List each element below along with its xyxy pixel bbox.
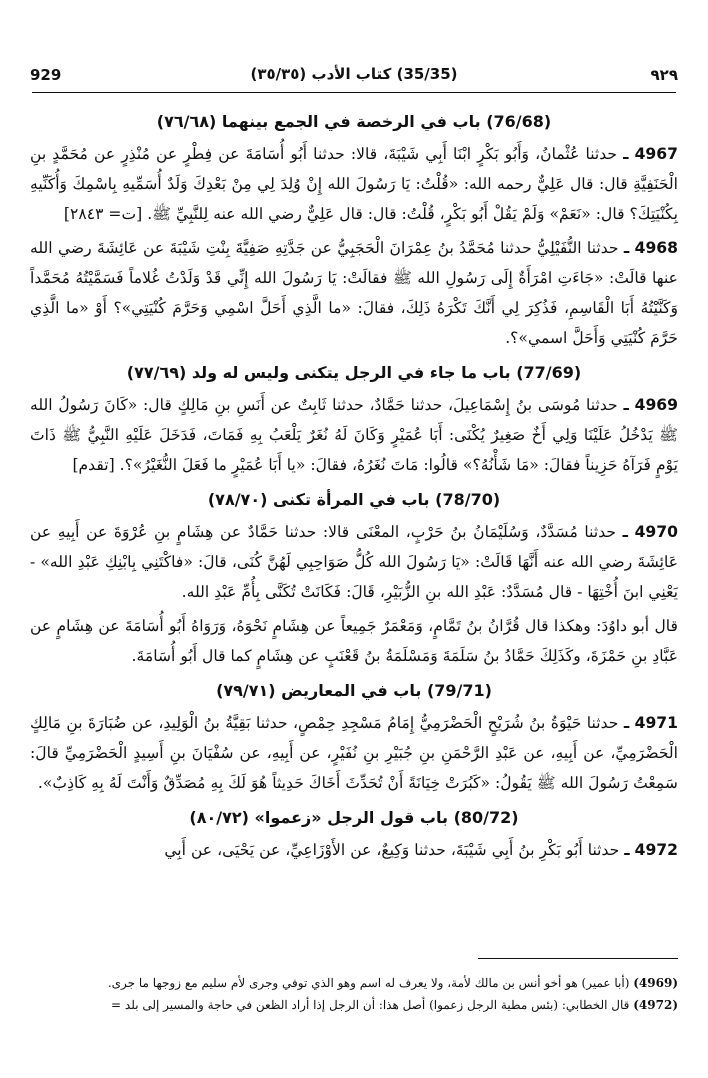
chapter-heading: (78/70) باب في المرأة تكنى (٧٨/٧٠)	[207, 490, 501, 509]
hadith-text: حدثنا النُّفَيْلِيُّ حدثنا مُحَمَّدُ بنُ عِمْرَانَ الْحَجَبِيُّ عن جَدَّتِهِ صَفِيَّةَ بِنْتِ شَيْبَةَ عن عَائِشَةَ رضي الله عنها قالَتْ: «جَاءَتِ امْرَأَةٌ إِلَى رَسُولِ الله ﷺ فقالَتْ: يَا رَسُولَ الله إِنِّي قَدْ وَلَدْتُ غُلاماً فَسَمَّيْتُهُ مُحَمَّداً وَكَنَّيْتُهُ أَبَا الْقَاسِمِ، فَذُكِرَ لِي أَنَّكَ تَكْرَهُ ذَلِكَ، فقالَ: «ما الَّذِي أَحَلَّ اسْمِي وَحَرَّمَ كُنْيَتِي»؟ أَوْ «ما الَّذِي حَرَّمَ كُنْيَتِي وَأَحَلَّ اسمي»؟.	[30, 239, 678, 347]
hadith-dash: ـ	[623, 396, 629, 414]
page-body	[30, 102, 678, 869]
footnote-ref: (4972)	[633, 998, 678, 1012]
chapter-heading: (76/68) باب في الرخصة في الجمع بينهما (٧٦/٦٨)	[156, 112, 552, 131]
hadith-text: حدثنا حَيْوَةُ بنُ شُرَيْحٍ الْحَضْرَمِيُّ إِمَامُ مَسْجِدِ حِمْصٍ، حدثنا بَقِيَّةُ بنُ الْوَلِيدِ، عن ضُبَارَةَ بنِ مَالِكٍ الْحَضْرَمِيِّ، عن أَبِيهِ، عن عَبْدِ الرَّحْمَنِ بنِ جُبَيْرِ بنِ نُفَيْرٍ، عن أَبِيهِ، عن سُفْيَانَ بنِ أَسِيدٍ الْحَضْرَمِيِّ قالَ: سَمِعْتُ رَسُولَ الله ﷺ يَقُولُ: «كَبُرَتْ خِيَانَةً أَنْ تُحَدِّثَ أَخَاكَ حَدِيثاً هُوَ لَكَ بِهِ مُصَدِّقٌ وَأَنْتَ لَهُ بِهِ كَاذِبٌ».	[30, 714, 678, 792]
page-header	[30, 58, 678, 92]
page-number-arabic: ٩٢٩	[650, 66, 678, 84]
hadith-text: حدثنا أَبُو بَكْرِ بنُ أَبِي شَيْبَةَ، حدثنا وَكِيعٌ، عن الأَوْزَاعِيِّ، عن يَحْيَى، عن أَبِي	[164, 841, 620, 859]
hadith-paragraph	[30, 517, 678, 607]
footnote-text: قال الخطابي: (بئس مطية الرجل زعموا) أصل هذا: أن الرجل إذا أراد الظعن في حاجة والمسير إلى بلد =	[111, 998, 630, 1012]
footnote-ref: (4969)	[633, 976, 678, 990]
chapter-heading: (79/71) باب في المعاريض (٧٩/٧١)	[216, 681, 492, 700]
footnote-text: (أبا عمير) هو أخو أنس بن مالك لأمة، ولا يعرف له اسم وهو الذي توفي وجرى لأم سليم مع زوجها ما جرى.	[107, 976, 630, 990]
hadith-paragraph	[30, 708, 678, 798]
footnote	[30, 994, 678, 1016]
hadith-dash: ـ	[623, 714, 630, 732]
hadith-paragraph	[30, 390, 678, 480]
footnotes	[30, 972, 678, 1016]
hadith-text: قال أبو داوُدَ: وهكذا قال قُرَّانُ بنُ تَمَّامٍ، وَمَعْمَرٌ جَمِيعاً عن هِشَامٍ نَحْوَهُ، وَرَوَاهُ أَبُو أُسَامَةَ عن هِشَامٍ عن عَبَّادِ بنِ حَمْزَةَ، وكَذَلِكَ حَمَّادُ بنُ سَلَمَةَ وَمَسْلَمَةُ بنُ قَعْنَبٍ عن هِشَامٍ كما قال أَبُو أُسَامَةَ.	[30, 617, 678, 665]
hadith-number: 4970	[634, 523, 678, 541]
hadith-dash: ـ	[624, 841, 630, 859]
hadith-number: 4971	[634, 714, 678, 732]
footnote	[30, 972, 678, 994]
hadith-number: 4969	[634, 396, 678, 414]
hadith-number: 4972	[634, 841, 678, 859]
footnote-rule	[478, 958, 678, 959]
hadith-number: 4967	[634, 145, 678, 163]
hadith-paragraph	[30, 611, 678, 671]
chapter-heading: (80/72) باب قول الرجل «زعموا» (٨٠/٧٢)	[189, 808, 519, 827]
hadith-dash: ـ	[623, 239, 630, 257]
chapter-heading: (77/69) باب ما جاء في الرجل يتكنى وليس له ولد (٧٧/٦٩)	[126, 363, 582, 382]
hadith-text: حدثنا مُسَدَّدٌ، وَسُلَيْمَانُ بنُ حَرْبٍ، المعْنَى قالا: حدثنا حَمَّادٌ عن هِشَامٍ بنِ عُرْوَةَ عن أَبِيهِ عن عَائِشَةَ رضي الله عنه أَنَّهَا قَالَتْ: «يَا رَسُولَ الله كُلُّ صَوَاحِبِي لَهُنَّ كُنَى، قالَ: «فاكْتَنِي بِابْنِكِ عَبْدِ الله» - يَعْنِي ابنَ أُخْتِهَا - قال مُسَدَّدٌ: عَبْدِ الله بنِ الزُّبَيْرِ، قَالَ: فَكَانَتْ تُكَنَّى بِأُمِّ عَبْدِ الله.	[30, 523, 678, 601]
hadith-paragraph	[30, 835, 678, 865]
running-title: (35/35) كتاب الأدب (٣٥/٣٥)	[250, 65, 458, 83]
hadith-paragraph	[30, 139, 678, 229]
hadith-paragraph	[30, 233, 678, 353]
hadith-number: 4968	[634, 239, 678, 257]
hadith-text: حدثنا مُوسَى بنُ إِسْمَاعِيلَ، حدثنا حَمَّادٌ، حدثنا ثَابِتٌ عن أَنَسِ بنِ مَالِكٍ قال: «كَانَ رَسُولُ الله ﷺ يَدْخُلُ عَلَيْنَا وَلِي أَخٌ صَغِيرٌ يُكْنَى: أَبَا عُمَيْرٍ وَكَانَ لَهُ نُغَرٌ يَلْعَبُ بِهِ فَمَاتَ، فَدَخَلَ عَلَيْهِ النَّبِيُّ ﷺ ذَاتَ يَوْمٍ فَرَآهُ حَزِيناً فقالَ: «مَا شَأْنُهُ؟» قالُوا: مَاتَ نُغَرُهُ، فقالَ: «يا أَبَا عُمَيْرٍ ما فَعَلَ النُّغَيْرُ»؟. [تقدم]	[30, 396, 678, 474]
hadith-dash: ـ	[622, 523, 628, 541]
hadith-text: حدثنا عُثْمانُ، وَأَبُو بَكْرٍ ابْنَا أَبِي شَيْبَةَ، قالا: حدثنا أَبُو أُسَامَةَ عن فِطْرٍ عن مُنْذِرٍ عن مُحَمَّدٍ بنِ الْحَنَفِيَّةِ قال: قال عَلِيٌّ رحمه الله: «قُلْتُ: يَا رَسُولَ الله إِنْ وُلِدَ لِي مِنْ بَعْدِكَ وَلَدٌ أُسَمِّيهِ بِاسْمِكَ وَأُكَنِّيهِ بِكُنْيَتِكَ؟ قال: «نَعَمْ» وَلَمْ يَقُلْ أَبُو بَكْرٍ، قُلْتُ: قال: قال عَلِيٌّ رضي الله عنه لِلنَّبِيِّ ﷺ. [ت= ٢٨٤٣]	[30, 145, 678, 223]
page-number-latin: 929	[30, 66, 62, 84]
hadith-dash: ـ	[623, 145, 629, 163]
header-rule	[32, 92, 676, 93]
